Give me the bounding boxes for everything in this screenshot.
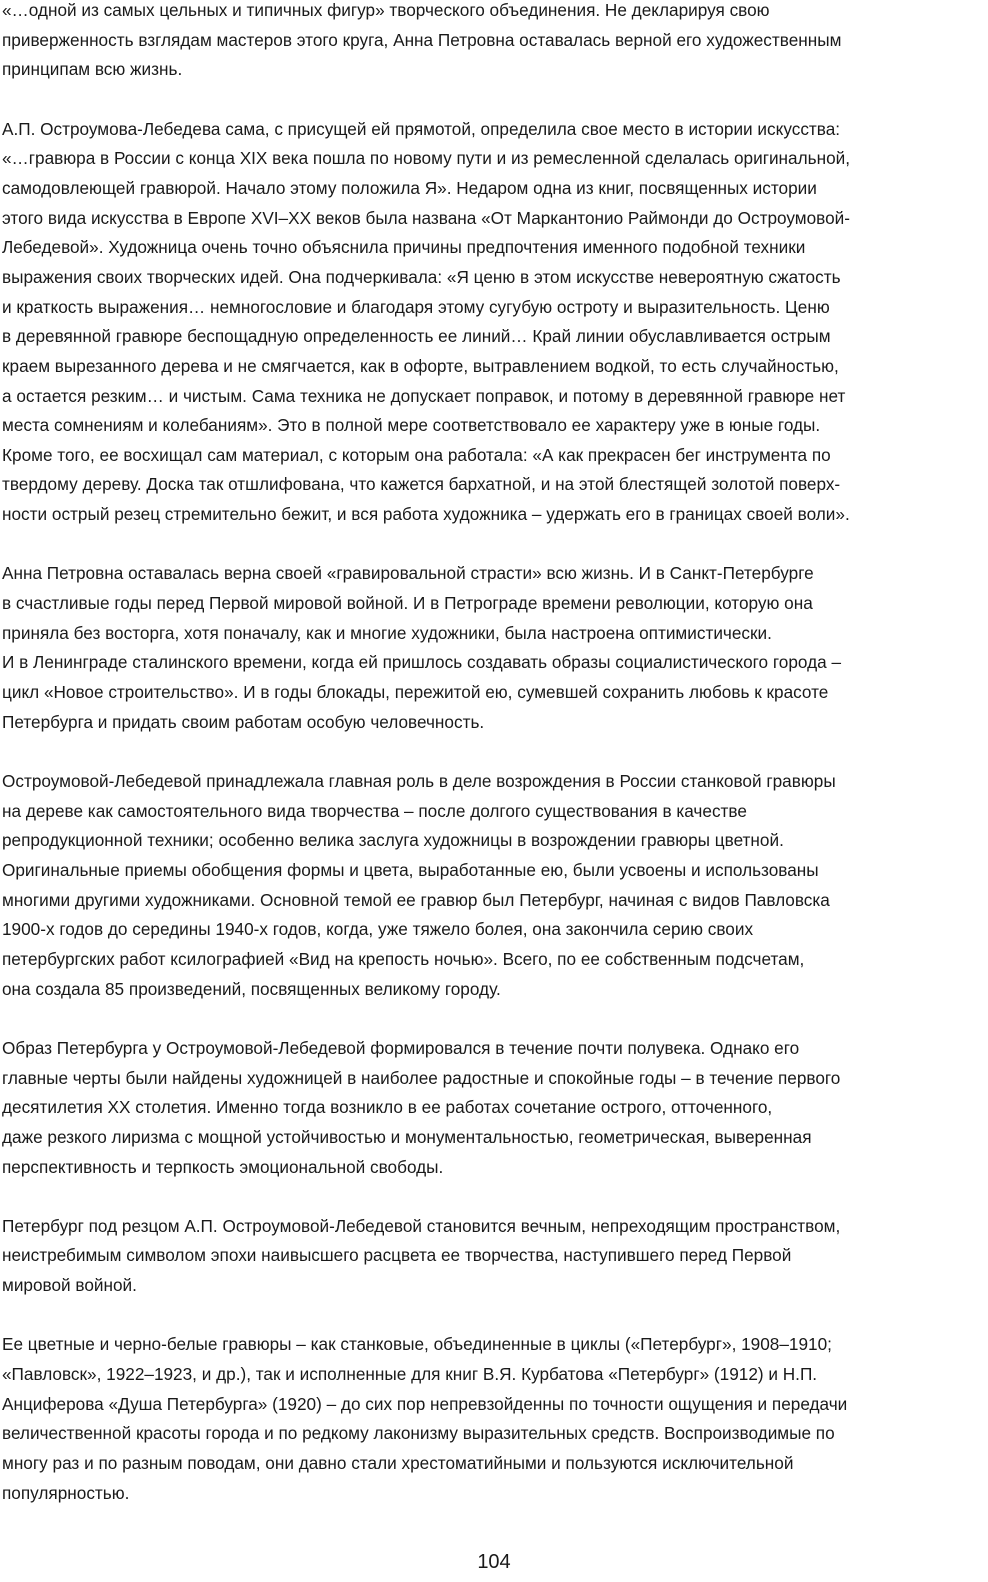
text-line: приверженность взглядам мастеров этого круга, Анна Петровна оставалась верной его художественным xyxy=(2,29,842,50)
paragraph xyxy=(2,1330,984,1508)
text-line: Анциферова «Душа Петербурга» (1920) – до сих пор непревзойденны по точности ощущения и передачи xyxy=(2,1393,848,1414)
text-line: популярностью. xyxy=(2,1482,130,1503)
paragraph xyxy=(2,1212,984,1301)
text-line: многими другими художниками. Основной темой ее гравюр был Петербург, начиная с видов Павловска xyxy=(2,889,830,910)
text-line: в деревянной гравюре беспощадную определенность ее линий… Край линии обуславливается острым xyxy=(2,326,831,347)
text-line: в счастливые годы перед Первой мировой войной. И в Петрограде времени революции, которую она xyxy=(2,593,813,614)
text-line: А.П. Остроумова-Лебедева сама, с присущей ей прямотой, определила свое место в истории искусства: xyxy=(2,118,841,139)
text-line: И в Ленинграде сталинского времени, когда ей пришлось создавать образы социалистического города – xyxy=(2,652,842,673)
text-line: Ее цветные и черно-белые гравюры – как станковые, объединенные в циклы («Петербург», 1908–1910; xyxy=(2,1334,832,1355)
page-number: 104 xyxy=(477,1551,511,1573)
text-line: Кроме того, ее восхищал сам материал, с которым она работала: «А как прекрасен бег инструмента по xyxy=(2,444,831,465)
text-line: перспективность и терпкость эмоциональной свободы. xyxy=(2,1156,444,1177)
paragraph xyxy=(2,1034,984,1182)
text-line: выражения своих творческих идей. Она подчеркивала: «Я ценю в этом искусстве невероятную сжатость xyxy=(2,266,841,287)
document-page xyxy=(2,0,984,1538)
text-line: приняла без восторга, хотя поначалу, как и многие художники, была настроена оптимистически. xyxy=(2,622,772,643)
text-line: даже резкого лиризма с мощной устойчивостью и монументальностью, геометрическая, выверенная xyxy=(2,1126,812,1147)
text-line: Петербург под резцом А.П. Остроумовой-Лебедевой становится вечным, непреходящим пространством, xyxy=(2,1215,841,1236)
text-line: Остроумовой-Лебедевой принадлежала главная роль в деле возрождения в России станковой гравюры xyxy=(2,771,836,792)
text-line: места сомнениям и колебаниям». Это в полной мере соответствовало ее характеру уже в юные годы. xyxy=(2,415,821,436)
text-line: на дереве как самостоятельного вида творчества – после долгого существования в качестве xyxy=(2,800,747,821)
text-line: она создала 85 произведений, посвященных великому городу. xyxy=(2,978,501,999)
text-line: ности острый резец стремительно бежит, и вся работа художника – удержать его в границах своей воли». xyxy=(2,504,850,525)
text-line: Лебедевой». Художница очень точно объяснила причины предпочтения именного подобной техники xyxy=(2,237,806,258)
paragraph xyxy=(2,115,984,530)
text-line: самодовлеющей гравюрой. Начало этому положила Я». Недаром одна из книг, посвященных истории xyxy=(2,177,817,198)
text-line: неистребимым символом эпохи наивысшего расцвета ее творчества, наступившего перед Первой xyxy=(2,1245,792,1266)
text-line: Анна Петровна оставалась верна своей «гравировальной страсти» всю жизнь. И в Санкт-Петербурге xyxy=(2,563,814,584)
text-line: Образ Петербурга у Остроумовой-Лебедевой формировался в течение почти полувека. Однако его xyxy=(2,1037,800,1058)
text-line: а остается резким… и чистым. Сама техника не допускает поправок, и потому в деревянной гравюре нет xyxy=(2,385,846,406)
text-line: цикл «Новое строительство». И в годы блокады, пережитой ею, сумевшей сохранить любовь к красоте xyxy=(2,682,829,703)
text-line: Петербурга и придать своим работам особую человечность. xyxy=(2,711,485,732)
paragraph xyxy=(2,767,984,1004)
text-line: десятилетия XX столетия. Именно тогда возникло в ее работах сочетание острого, отточенного, xyxy=(2,1097,773,1118)
text-line: твердому дереву. Доска так отшлифована, что кажется бархатной, и на этой блестящей золотой поверх- xyxy=(2,474,841,495)
text-line: «…гравюра в России с конца XIX века пошла по новому пути и из ремесленной сделалась оригинальной, xyxy=(2,148,851,169)
text-line: принципам всю жизнь. xyxy=(2,59,183,80)
text-line: 1900-х годов до середины 1940-х годов, когда, уже тяжело болея, она закончила серию своих xyxy=(2,919,754,940)
text-line: этого вида искусства в Европе XVI–XX веков была названа «От Маркантонио Раймонди до Остроумовой- xyxy=(2,207,850,228)
text-line: величественной красоты города и по редкому лаконизму выразительных средств. Воспроизводимые по xyxy=(2,1423,835,1444)
text-line: краем вырезанного дерева и не смягчается, как в офорте, вытравлением водкой, то есть случайностью, xyxy=(2,355,839,376)
paragraph xyxy=(2,0,984,85)
paragraph xyxy=(2,559,984,737)
text-line: главные черты были найдены художницей в наиболее радостные и спокойные годы – в течение первого xyxy=(2,1067,841,1088)
text-line: репродукционной техники; особенно велика заслуга художницы в возрождении гравюры цветной. xyxy=(2,830,784,851)
text-line: петербургских работ ксилографией «Вид на крепость ночью». Всего, по ее собственным подсчетам, xyxy=(2,948,805,969)
text-line: мировой войной. xyxy=(2,1275,137,1296)
text-line: и краткость выражения… немногословие и благодаря этому сугубую остроту и выразительность. Ценю xyxy=(2,296,830,317)
text-line: «Павловск», 1922–1923, и др.), так и исполненные для книг В.Я. Курбатова «Петербург» (1912) и Н.П. xyxy=(2,1364,818,1385)
text-line: Оригинальные приемы обобщения формы и цвета, выработанные ею, были усвоены и использованы xyxy=(2,859,819,880)
text-line: «…одной из самых цельных и типичных фигур» творческого объединения. Не декларируя свою xyxy=(2,0,770,20)
text-line: многу раз и по разным поводам, они давно стали хрестоматийными и пользуются исключительной xyxy=(2,1453,794,1474)
